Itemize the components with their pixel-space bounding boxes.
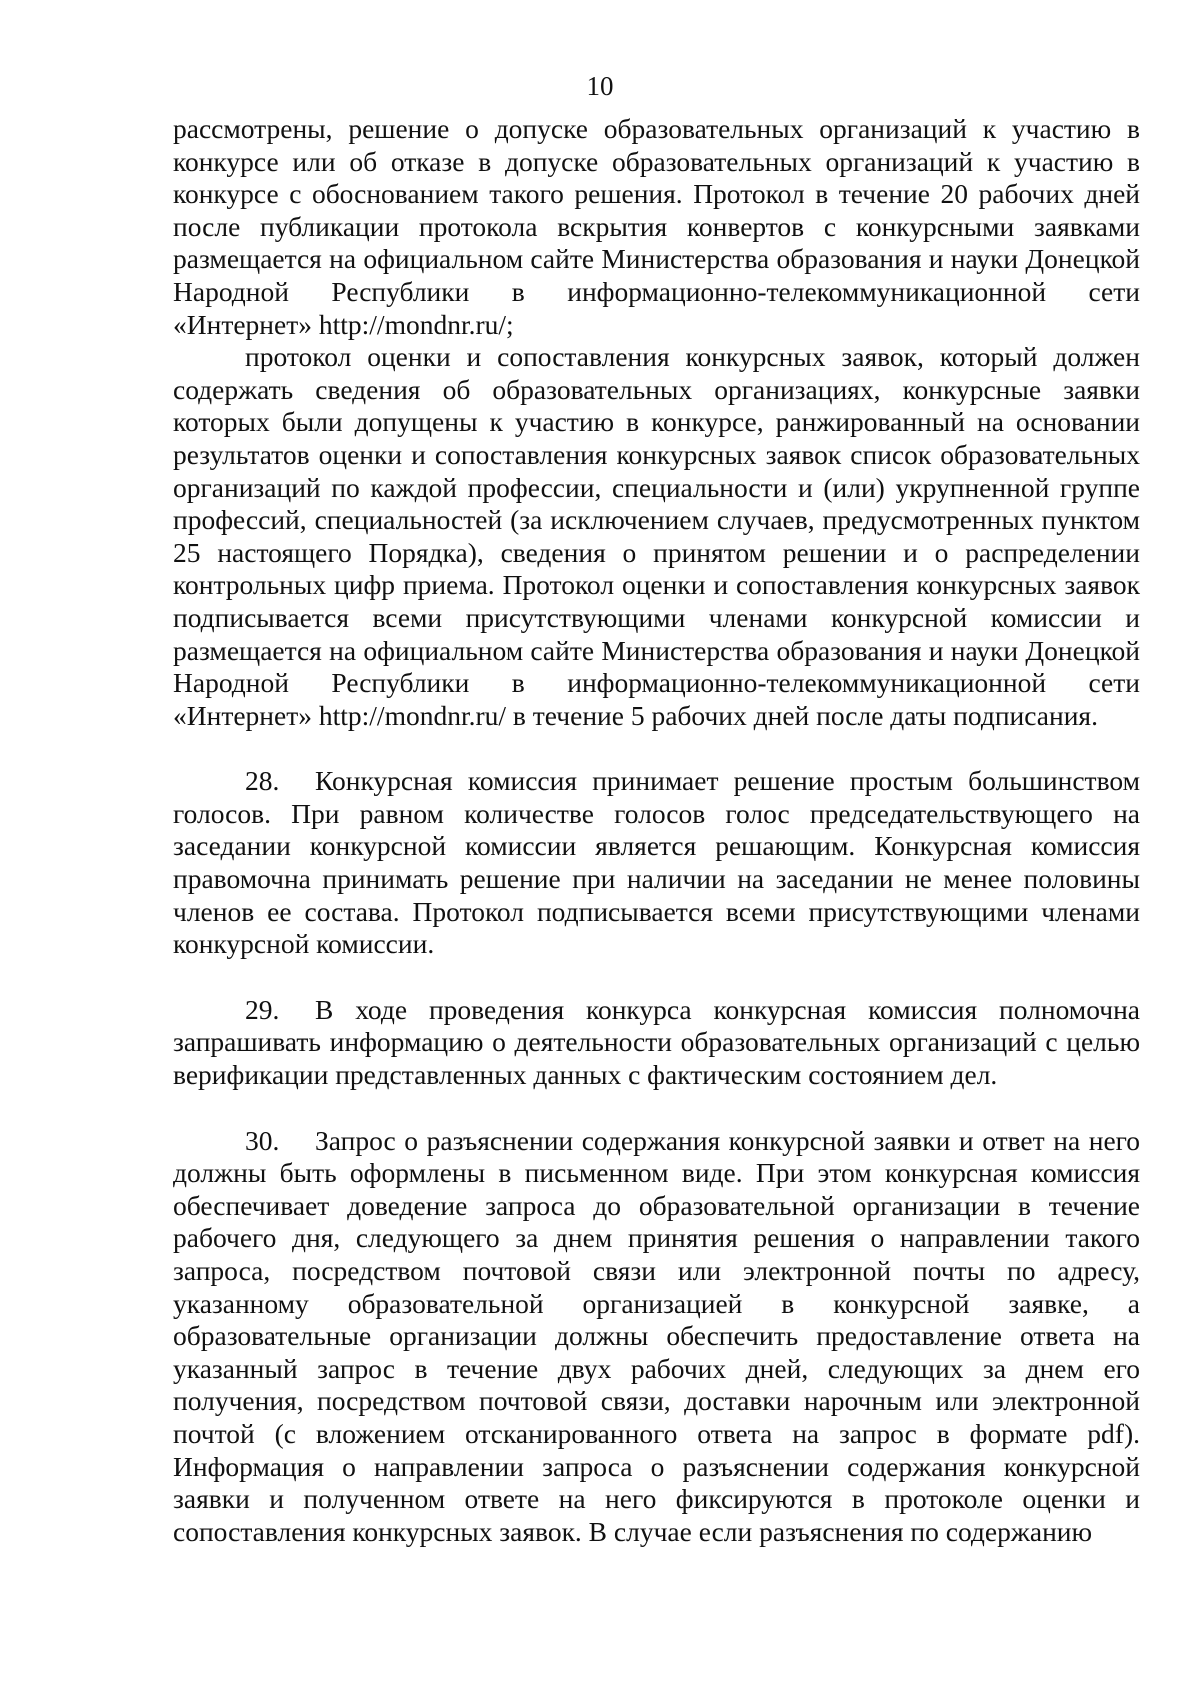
paragraph-28 [173,765,1140,961]
paragraph-number-29: 29. [245,993,280,1025]
paragraph-protocol: протокол оценки и сопоставления конкурсных заявок, который должен содержать сведения об образовательных организациях, конкурсные заявки которых были допущены к участию в конкурсе, ранжированный на основании результатов оценки и сопоставления конкурсных заявок список образовательных организаций по каждой профессии, специальности и (или) укрупненной группе профессий, специальностей (за исключением случаев, предусмотренных пунктом 25 настоящего Порядка), сведения о принятом решении и о распределении контрольных цифр приема. Протокол оценки и сопоставления конкурсных заявок подписывается всеми присутствующими членами конкурсной комиссии и размещается на официальном сайте Министерства образования и науки Донецкой Народной Республики в информационно-телекоммуникационной сети «Интернет» http://mondnr.ru/ в течение 5 рабочих дней после даты подписания. [173,341,1140,731]
paragraph-30 [173,1125,1140,1549]
paragraph-spacer [173,732,1140,765]
page-number: 10 [586,71,614,101]
paragraph-29-text: В ходе проведения конкурса конкурсная комиссия полномочна запрашивать информацию о деятельности образовательных организаций с целью верификации представленных данных с фактическим состоянием дел. [173,993,1140,1091]
paragraph-continuation: рассмотрены, решение о допуске образовательных организаций к участию в конкурсе или об отказе в допуске образовательных организаций к участию в конкурсе с обоснованием такого решения. Протокол в течение 20 рабочих дней после публикации протокола вскрытия конвертов с конкурсными заявками размещается на официальном сайте Министерства образования и науки Донецкой Народной Республики в информационно-телекоммуникационной сети «Интернет» http://mondnr.ru/; [173,113,1140,340]
paragraph-30-text: Запрос о разъяснении содержания конкурсной заявки и ответ на него должны быть оформлены в письменном виде. При этом конкурсная комиссия обеспечивает доведение запроса до образовательной организации в течение рабочего дня, следующего за днем принятия решения о направлении такого запроса, посредством почтовой связи или электронной почты по адресу, указанному образовательной организацией в конкурсной заявке, а образовательные организации должны обеспечить предоставление ответа на указанный запрос в течение двух рабочих дней, следующих за днем его получения, посредством почтовой связи, доставки нарочным или электронной почтой (с вложением отсканированного ответа на запрос в формате pdf). Информация о направлении запроса о разъяснении содержания конкурсной заявки и полученном ответе на него фиксируются в протоколе оценки и сопоставления конкурсных заявок. В случае если разъяснения по содержанию [173,1124,1140,1547]
paragraph-number-28: 28. [245,765,280,797]
paragraph-spacer [173,961,1140,994]
paragraph-number-30: 30. [245,1124,280,1156]
paragraph-spacer [173,1092,1140,1125]
paragraph-28-text: Конкурсная комиссия принимает решение простым большинством голосов. При равном количестве голосов голос председательствующего на заседании конкурсной комиссии является решающим. Конкурсная комиссия правомочна принимать решение при наличии на заседании не менее половины членов ее состава. Протокол подписывается всеми присутствующими членами конкурсной комиссии. [173,765,1140,960]
document-body [173,113,1140,1548]
paragraph-29 [173,994,1140,1092]
